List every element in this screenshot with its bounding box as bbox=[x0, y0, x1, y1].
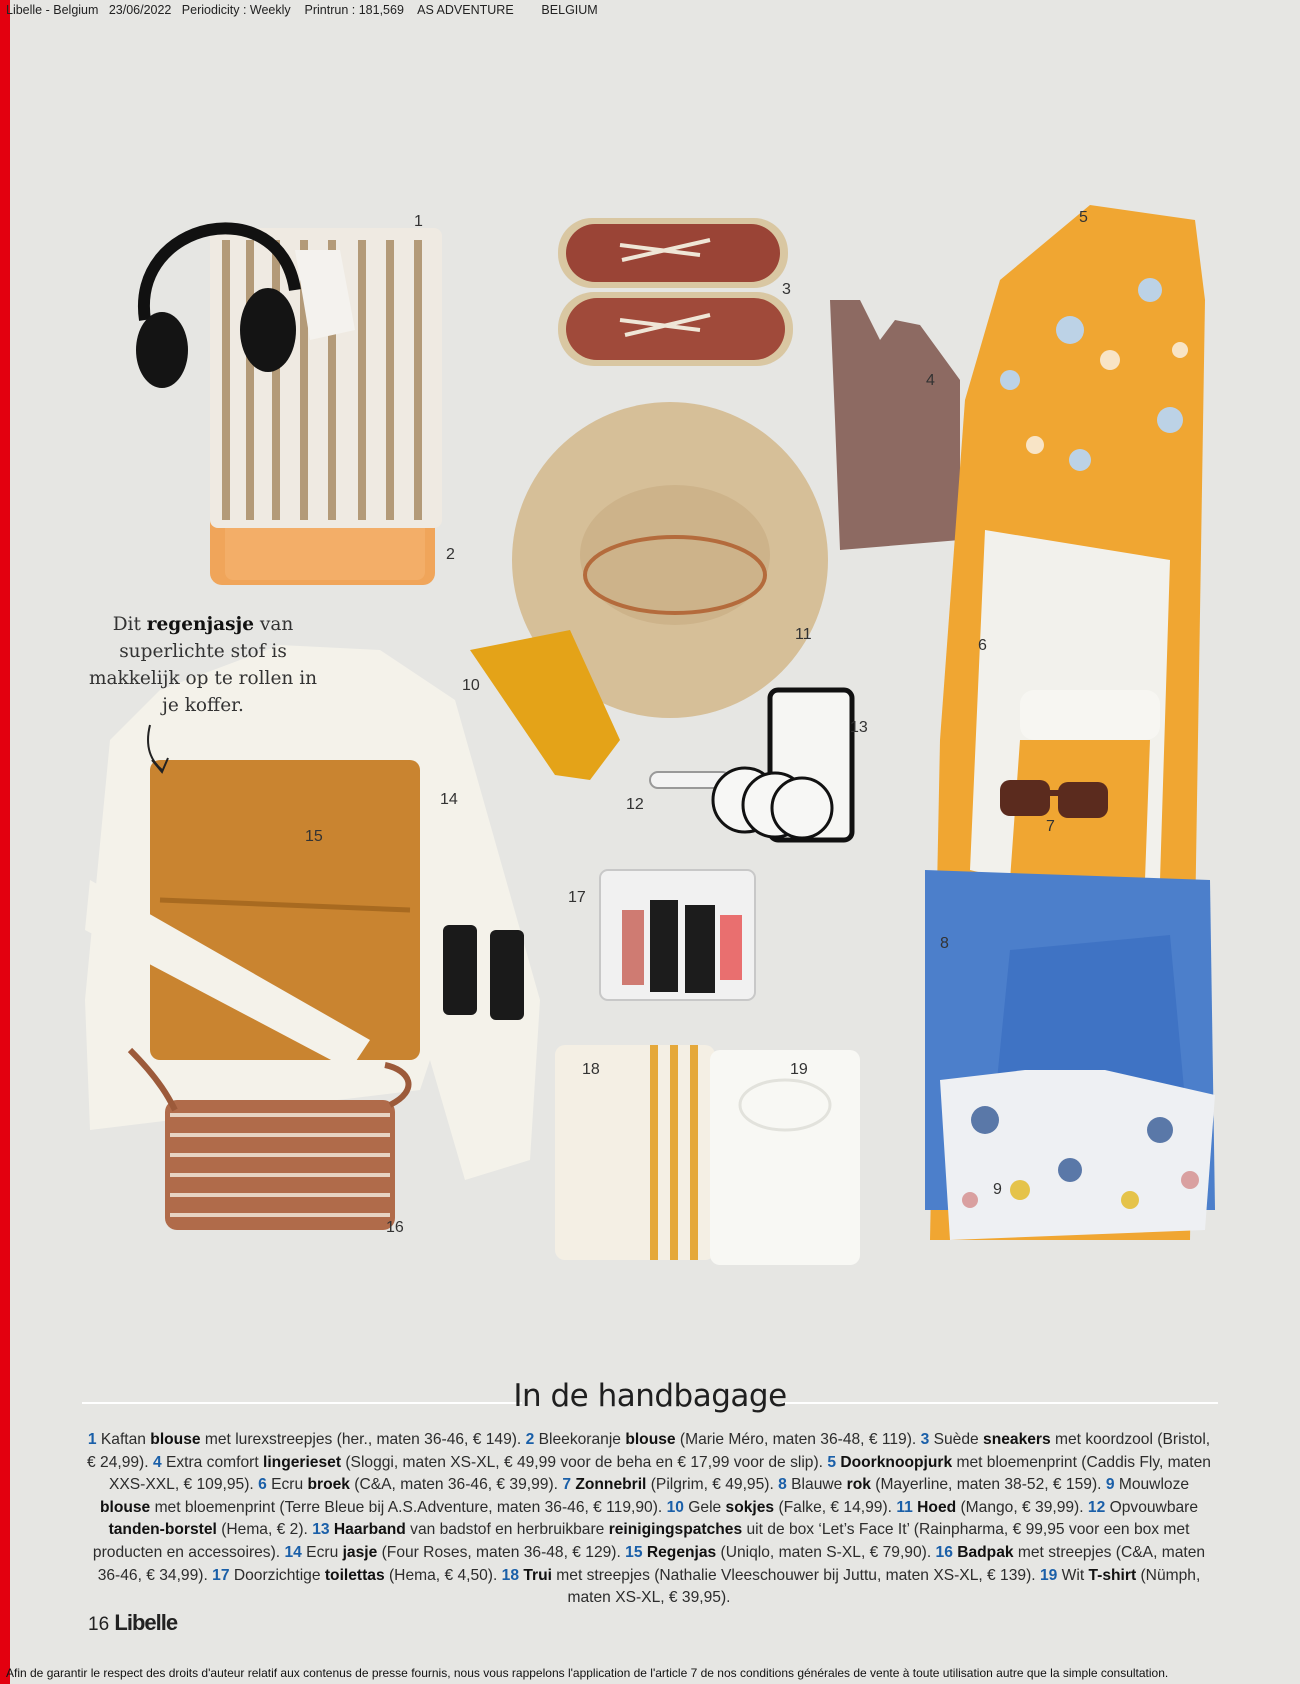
product-name: Regenjas bbox=[646, 1543, 717, 1561]
product-desc: (Sloggi, maten XS-XL, € 49,99 voor de beha en € 17,99 voor de slip). bbox=[341, 1453, 823, 1471]
product-number: 7 bbox=[562, 1476, 576, 1494]
product-entry bbox=[153, 1454, 823, 1471]
product-desc: Ecru bbox=[271, 1476, 308, 1494]
product-name: Zonnebril bbox=[575, 1476, 647, 1494]
product-number: 2 bbox=[525, 1431, 539, 1448]
product-number: 8 bbox=[778, 1476, 792, 1494]
product-desc: Extra comfort bbox=[165, 1453, 264, 1471]
section-heading-row bbox=[82, 1378, 1218, 1424]
copyright-notice: Afin de garantir le respect des droits d'auteur relatif aux contenus de presse fournis, nous vous rappelons l'application de l'article 7 de nos conditions générales de vente à toute utilisation autre que la simple consultation. bbox=[6, 1666, 1169, 1680]
product-desc: met streepjes (C&A, maten 36-46, € 34,99). bbox=[97, 1543, 1206, 1584]
product-number: 16 bbox=[935, 1543, 958, 1561]
product-desc: met koordzool (Bristol, € 24,99). bbox=[87, 1431, 1211, 1471]
product-number: 3 bbox=[920, 1431, 934, 1448]
product-entry bbox=[625, 1544, 931, 1561]
product-desc: Opvouwbare bbox=[1109, 1498, 1199, 1516]
item-number-label: 9 bbox=[993, 1181, 1002, 1198]
lingerie-item bbox=[830, 300, 960, 550]
item-number-label: 3 bbox=[782, 281, 791, 298]
product-name: Trui bbox=[523, 1566, 552, 1584]
product-desc: uit de box ‘Let’s Face It’ (Rainpharma, € 99,95 voor een box met producten en accessoires). bbox=[92, 1521, 1190, 1561]
product-entry bbox=[212, 1567, 497, 1584]
product-entry bbox=[896, 1499, 1083, 1516]
product-entry bbox=[562, 1476, 773, 1493]
printed-blouse-item bbox=[940, 1070, 1215, 1240]
product-number: 9 bbox=[1105, 1476, 1119, 1494]
product-number: 6 bbox=[258, 1476, 272, 1494]
product-entry bbox=[502, 1567, 1036, 1584]
product-entry bbox=[258, 1476, 558, 1493]
product-name: tanden-borstel bbox=[108, 1521, 217, 1539]
product-desc: met lurexstreepjes (her., maten 36-46, € 149). bbox=[200, 1431, 522, 1448]
product-desc: Gele bbox=[688, 1498, 726, 1516]
toiletry-bag-item bbox=[600, 870, 755, 1000]
item-number-label: 7 bbox=[1046, 818, 1055, 835]
product-name: toilettas bbox=[324, 1566, 385, 1584]
product-name: Haarband bbox=[333, 1521, 406, 1539]
item-number-label: 1 bbox=[414, 213, 423, 230]
product-name: reinigingspatches bbox=[608, 1521, 743, 1539]
item-number-label: 13 bbox=[850, 719, 868, 736]
item-number-label: 8 bbox=[940, 935, 949, 952]
product-number: 1 bbox=[87, 1431, 101, 1448]
product-desc: (Marie Méro, maten 36-48, € 119). bbox=[675, 1431, 917, 1448]
product-number: 19 bbox=[1039, 1566, 1062, 1584]
product-desc: (Pilgrim, € 49,95). bbox=[646, 1476, 774, 1494]
item-number-label: 19 bbox=[790, 1061, 808, 1078]
product-number: 11 bbox=[896, 1498, 918, 1516]
product-number: 14 bbox=[284, 1543, 307, 1561]
product-entry bbox=[778, 1476, 1101, 1493]
product-desc: Bleekoranje bbox=[538, 1431, 626, 1448]
item-number-label: 2 bbox=[446, 546, 455, 563]
item-number-label: 12 bbox=[626, 796, 644, 813]
product-name: blouse bbox=[625, 1431, 676, 1448]
product-desc: met bloemenprint (Caddis Fly, maten XXS-XXL, € 109,95). bbox=[108, 1453, 1211, 1494]
item-number-label: 11 bbox=[795, 626, 812, 643]
product-list bbox=[84, 1429, 1214, 1610]
product-name: Doorknoopjurk bbox=[840, 1453, 953, 1471]
product-desc: (Hema, € 4,50). bbox=[384, 1566, 498, 1584]
item-number-label: 4 bbox=[926, 372, 935, 389]
item-number-label: 6 bbox=[978, 637, 987, 654]
striped-kaftan-item bbox=[210, 228, 442, 528]
product-number: 4 bbox=[152, 1453, 166, 1471]
product-name: rok bbox=[846, 1476, 871, 1494]
product-name: jasje bbox=[342, 1543, 378, 1561]
sneakers-item bbox=[558, 218, 793, 366]
product-desc: met bloemenprint (Terre Bleue bij A.S.Adventure, maten 36-46, € 119,90). bbox=[150, 1498, 663, 1516]
item-number-label: 5 bbox=[1079, 209, 1088, 226]
striped-sweater-item bbox=[555, 1045, 715, 1260]
product-desc: (Mango, € 39,99). bbox=[956, 1498, 1084, 1516]
product-number: 13 bbox=[312, 1521, 334, 1539]
product-desc: (C&A, maten 36-46, € 39,99). bbox=[349, 1476, 558, 1494]
product-entry bbox=[526, 1431, 917, 1448]
left-red-margin-bar bbox=[0, 0, 10, 1684]
product-entry bbox=[284, 1544, 620, 1561]
magazine-logo: Libelle bbox=[114, 1610, 178, 1635]
product-desc: Suède bbox=[933, 1431, 984, 1448]
product-name: lingerieset bbox=[263, 1453, 342, 1471]
product-desc: van badstof en herbruikbare bbox=[405, 1521, 609, 1539]
item-number-label: 14 bbox=[440, 791, 458, 808]
product-number: 12 bbox=[1087, 1498, 1110, 1516]
product-name: blouse bbox=[99, 1498, 151, 1516]
product-desc: Mouwloze bbox=[1118, 1476, 1190, 1494]
photo-callout: Dit regenjasje van superlichte stof is makkelijk op te rollen in je koffer. bbox=[88, 614, 318, 716]
press-header-line: Libelle - Belgium 23/06/2022 Periodicity : Weekly Printrun : 181,569 AS ADVENTURE BELGIUM bbox=[6, 3, 598, 17]
item-number-label: 15 bbox=[305, 828, 323, 845]
product-number: 15 bbox=[625, 1543, 647, 1561]
white-tshirt-item bbox=[710, 1050, 860, 1265]
product-desc: (Nümph, maten XS-XL, € 39,95). bbox=[567, 1566, 1201, 1607]
product-number: 5 bbox=[827, 1453, 841, 1471]
product-name: Badpak bbox=[957, 1543, 1014, 1561]
product-name: T-shirt bbox=[1088, 1566, 1137, 1584]
product-number: 17 bbox=[212, 1566, 234, 1584]
item-number-label: 17 bbox=[568, 889, 586, 906]
product-name: broek bbox=[307, 1476, 350, 1494]
product-name: Hoed bbox=[917, 1498, 957, 1516]
product-desc: Doorzichtige bbox=[233, 1566, 325, 1584]
product-number: 10 bbox=[666, 1498, 689, 1516]
product-name: sokjes bbox=[725, 1498, 775, 1516]
product-name: blouse bbox=[150, 1431, 201, 1448]
product-desc: Wit bbox=[1061, 1566, 1089, 1584]
product-desc: Blauwe bbox=[791, 1476, 847, 1494]
product-entry bbox=[667, 1499, 892, 1516]
product-desc: (Four Roses, maten 36-48, € 129). bbox=[377, 1543, 621, 1561]
product-desc: (Falke, € 14,99). bbox=[774, 1498, 892, 1516]
product-desc: (Uniqlo, maten S-XL, € 79,90). bbox=[716, 1543, 932, 1561]
product-desc: Ecru bbox=[306, 1543, 343, 1561]
product-desc: (Hema, € 2). bbox=[216, 1521, 308, 1539]
product-desc: Kaftan bbox=[100, 1431, 151, 1448]
product-entry bbox=[88, 1431, 521, 1448]
page-footer bbox=[88, 1610, 177, 1636]
page-number: 16 bbox=[88, 1614, 110, 1635]
product-desc: (Mayerline, maten 38-52, € 159). bbox=[870, 1476, 1102, 1494]
section-heading: In de handbagage bbox=[513, 1378, 787, 1414]
product-name: sneakers bbox=[983, 1431, 1051, 1448]
product-number: 18 bbox=[501, 1566, 524, 1584]
item-number-label: 16 bbox=[386, 1219, 404, 1236]
item-number-label: 18 bbox=[582, 1061, 600, 1078]
product-desc: met streepjes (Nathalie Vleeschouwer bij Juttu, maten XS-XL, € 139). bbox=[551, 1566, 1036, 1584]
toothbrush-patches-item bbox=[650, 768, 832, 838]
item-number-label: 10 bbox=[462, 677, 480, 694]
